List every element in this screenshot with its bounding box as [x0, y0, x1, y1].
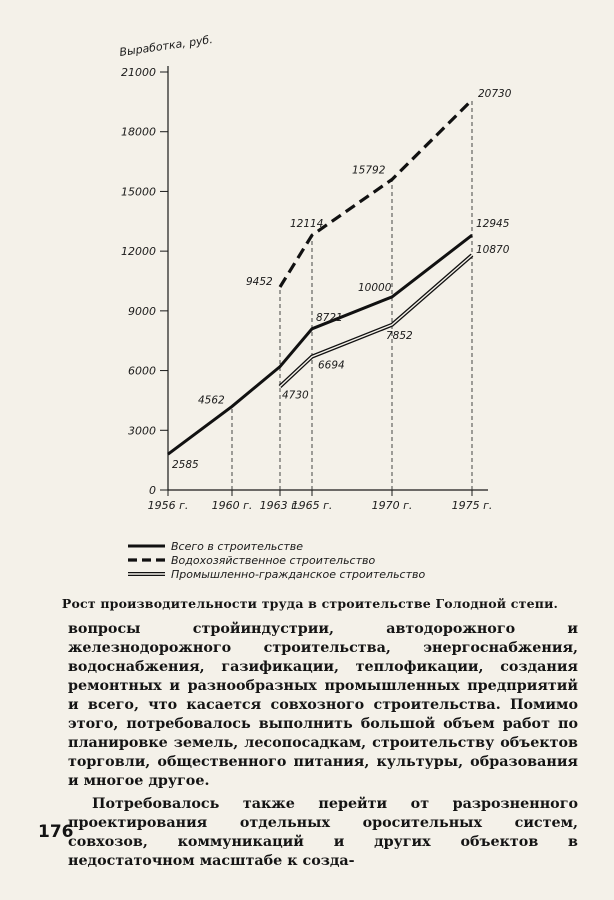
data-label: 2585 — [172, 459, 199, 472]
y-tick-label: 15000 — [121, 185, 156, 199]
legend-label: Промышленно-гражданское строительство — [171, 568, 426, 581]
data-label: 8721 — [316, 311, 343, 324]
data-label: 10000 — [358, 281, 392, 294]
paragraph: Потребовалось также перейти от разрозненного проектирования отдельных оросительных систем, совхозов, коммуникаций и других объектов в недостаточном масштабе к созда- — [68, 796, 578, 869]
data-label: 7852 — [386, 329, 413, 342]
data-label: 4730 — [282, 389, 309, 402]
data-label: 15792 — [352, 164, 386, 177]
body-text — [68, 620, 578, 871]
x-tick-label: 1965 г. — [291, 499, 333, 512]
y-tick-label: 3000 — [128, 424, 156, 438]
series-line-industrial-inner — [280, 255, 472, 386]
paragraph: вопросы стройиндустрии, автодорожного и железнодорожного строительства, энергоснабжения, водоснабжения, газификации, теплофикации, создания ремонтных и разнообразных промышленных предприятий и всего, что касается совхозного строительства. Помимо этого, потребовалось выполнить большой объем работ по планировке земель, лесопосадкам, строительству объектов торговли, общественного питания, культуры, образования и многое другое. — [68, 621, 578, 789]
y-tick-label: 0 — [149, 484, 156, 497]
data-label: 9452 — [246, 276, 273, 288]
data-label: 20730 — [478, 87, 512, 100]
x-tick-label: 1963 г. — [259, 499, 301, 512]
y-axis-title: Выработка, руб. — [118, 33, 214, 59]
page-number: 176 — [38, 822, 74, 842]
y-tick-label: 6000 — [128, 364, 156, 378]
series-line-industrial — [280, 255, 472, 386]
x-tick-label: 1970 г. — [371, 499, 413, 512]
series-line-total — [168, 235, 472, 454]
y-tick-label: 12000 — [121, 245, 156, 259]
legend-label: Всего в строительстве — [171, 540, 304, 553]
chart-guides — [232, 100, 472, 490]
y-tick-label: 9000 — [128, 304, 156, 318]
x-tick-label: 1975 г. — [451, 499, 493, 512]
y-tick-label: 18000 — [121, 125, 156, 139]
data-label: 4562 — [198, 394, 225, 407]
y-tick-label: 21000 — [121, 66, 156, 79]
x-tick-label: 1956 г. — [147, 499, 189, 512]
chart-legend — [128, 540, 425, 581]
legend-label: Водохозяйственное строительство — [171, 554, 376, 567]
data-label: 6694 — [318, 359, 345, 372]
x-tick-label: 1960 г. — [211, 499, 253, 512]
figure-caption: Рост производительности труда в строительстве Голодной степи. — [61, 596, 559, 611]
data-label: 12945 — [476, 218, 510, 231]
data-label: 10870 — [476, 244, 510, 257]
data-label: 12114 — [290, 218, 324, 231]
